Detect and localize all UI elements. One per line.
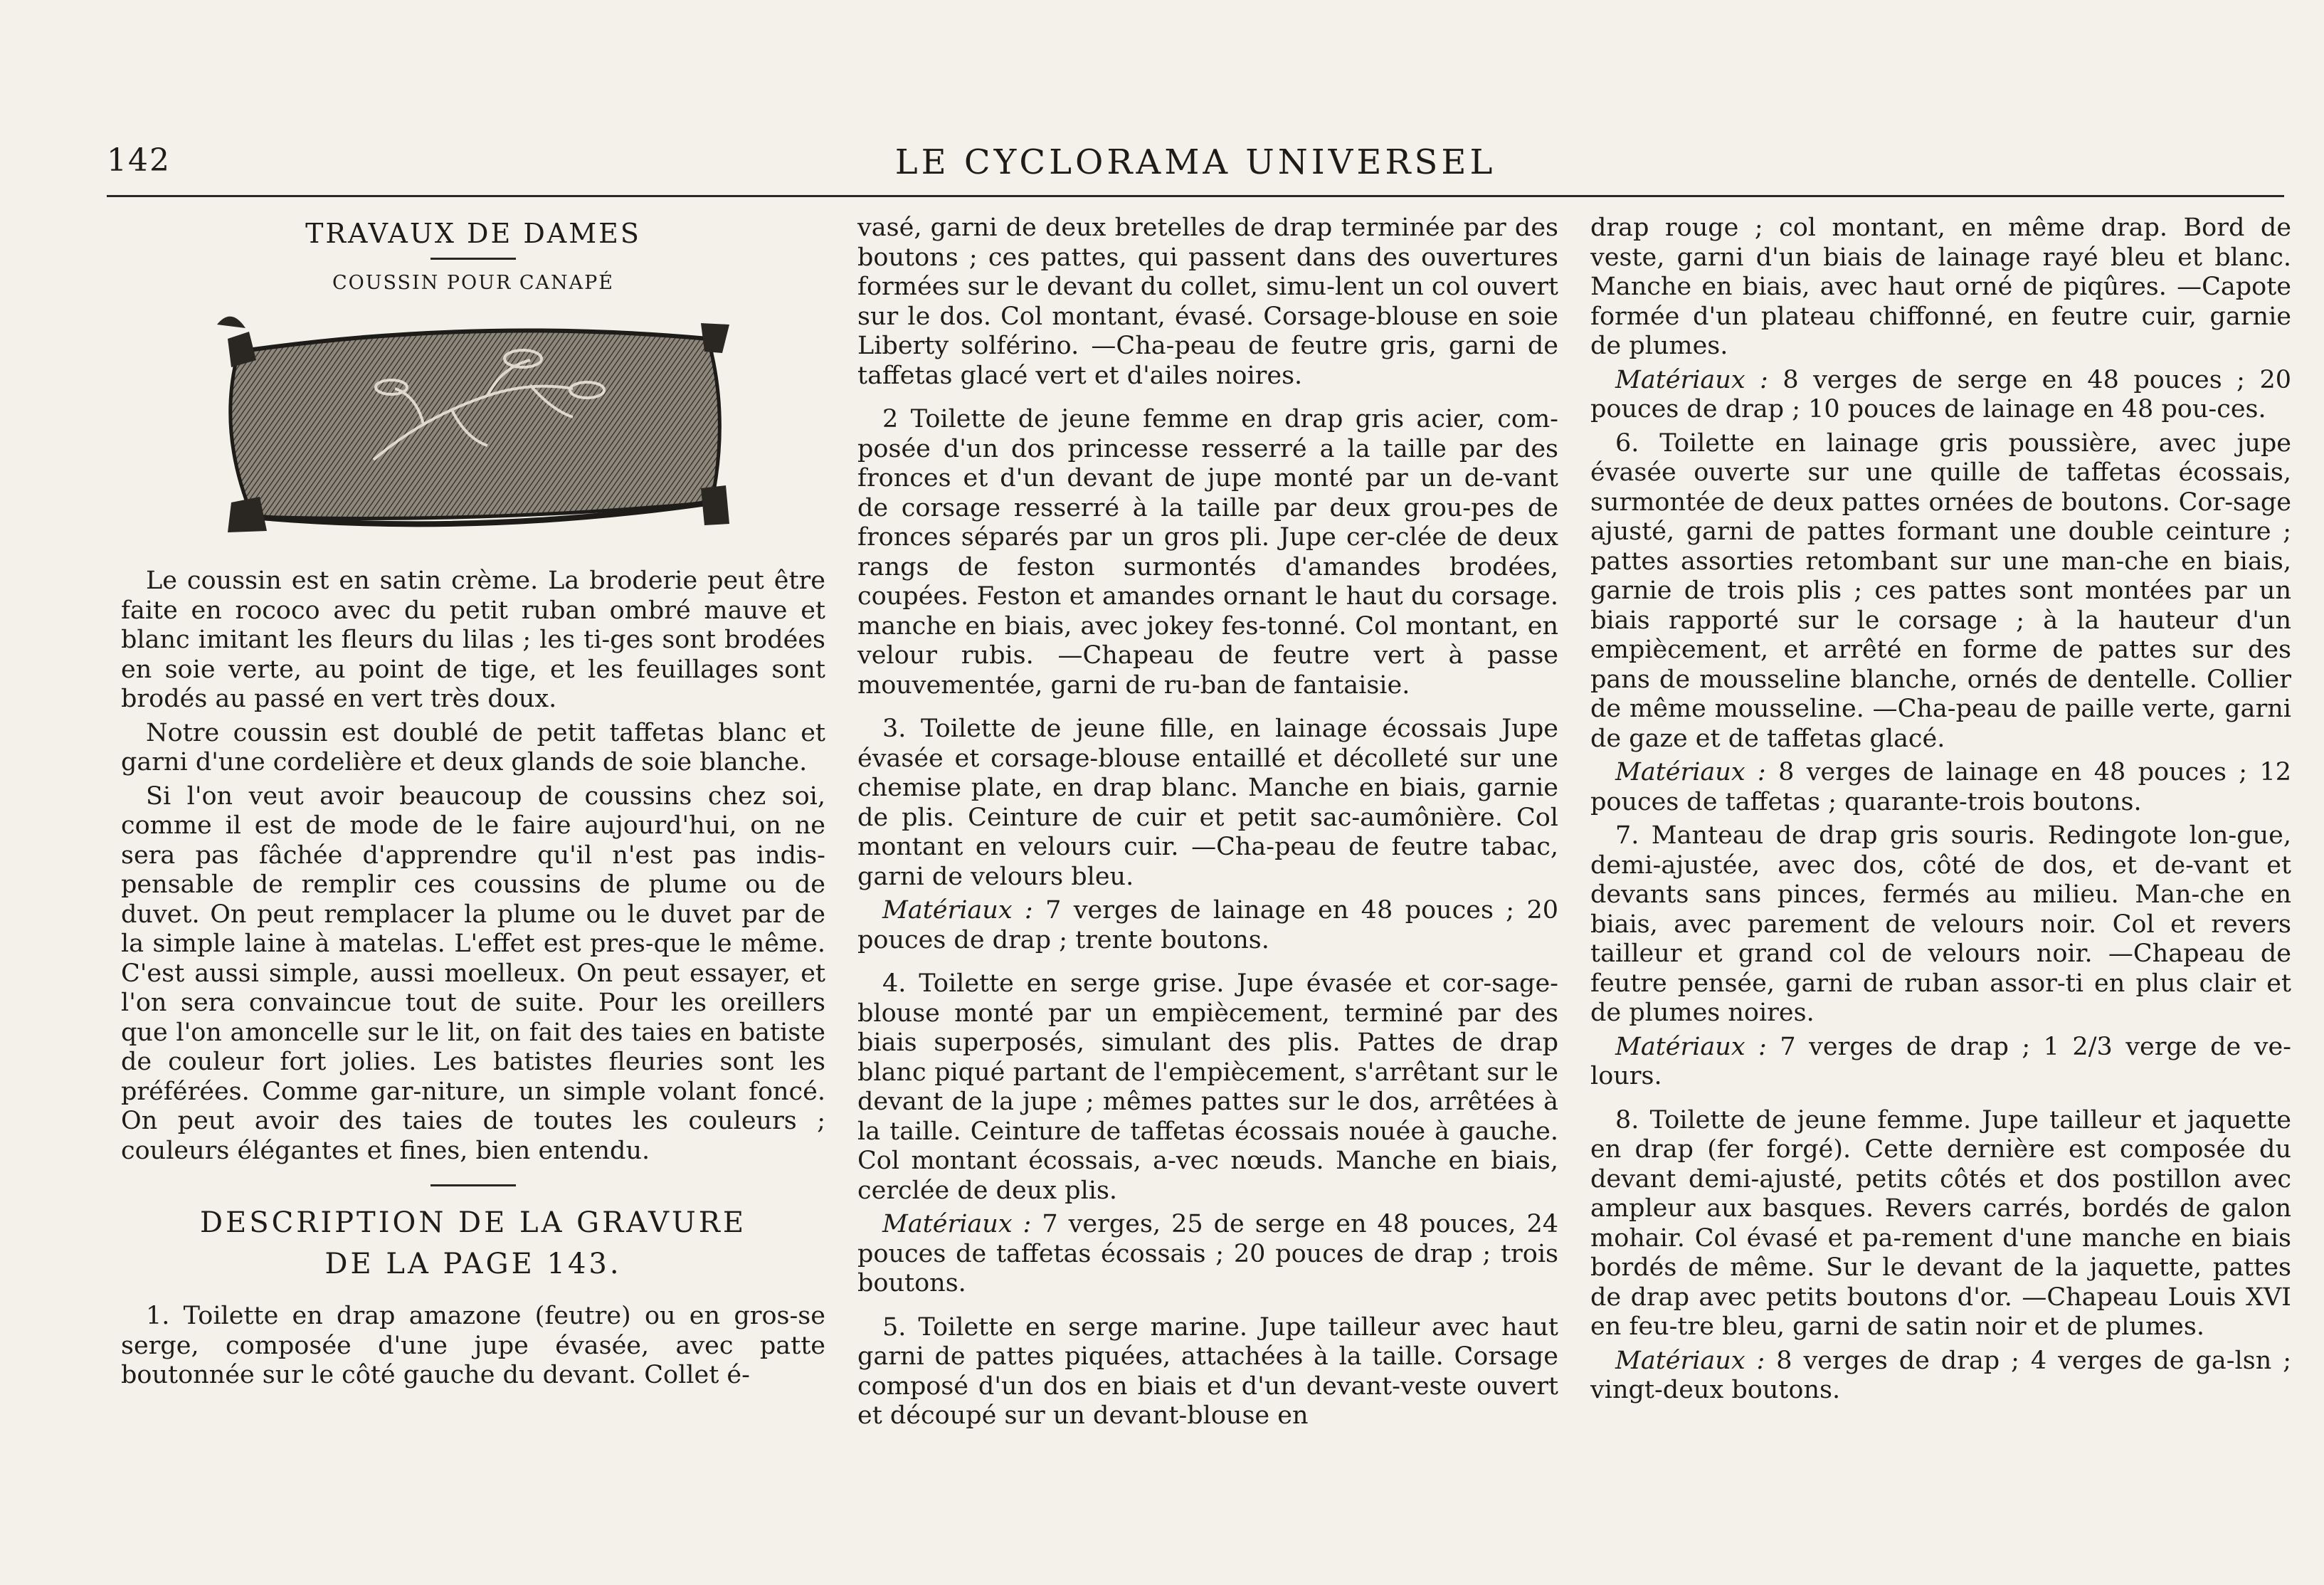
toilette-item-4: 4. Toilette en serge grise. Jupe évasée et cor-sage-blouse monté par un empiècement, terminé par des biais superposés, simulant des plis. Pattes de drap blanc piqué partant de l'empiècement, s'arrêtant sur le devant de la jupe ; mêmes pattes sur le dos, arrêtées à la taille. Ceinture de taffetas écossais nouée à gauche. Col montant écossais, a-vec nœuds. Manche en biais, cerclée de deux plis. (857, 969, 1558, 1205)
materiaux-label: Matériaux : (1615, 1032, 1767, 1061)
description-title-line1: DESCRIPTION DE LA GRAVURE (199, 1206, 747, 1239)
materiaux-text: 8 verges de serge en 48 pouces ; 20 pouces de drap ; 10 pouces de lainage en 48 pou-ces. (1590, 365, 2291, 423)
toilette-item-2: 2 Toilette de jeune femme en drap gris acier, com-posée d'un dos princesse resserré a la taille par des fronces et d'un devant de jupe monté par un de-vant de corsage resserré à la taille par deux grou-pes de fronces séparés par un gros pli. Jupe cer-clée de deux rangs de feston surmontés d'amandes brodées, coupées. Feston et amandes ornant le haut du corsage. manche en biais, avec jokey fes-tonné. Col montant, en velour rubis. —Chapeau de feutre vert à passe mouvementée, garni de ru-ban de fantaisie. (857, 405, 1558, 700)
column-1 (121, 214, 825, 1395)
materiaux-label: Matériaux : (882, 1210, 1032, 1238)
materiaux-text: 8 verges de drap ; 4 verges de ga-lsn ; vingt-deux boutons. (1590, 1346, 2291, 1404)
journal-title: LE CYCLORAMA UNIVERSEL (894, 142, 1496, 182)
materiaux-label: Matériaux : (1615, 1346, 1765, 1375)
section-title: TRAVAUX DE DAMES (305, 218, 641, 249)
materiaux-item-5 (1590, 366, 2291, 425)
materiaux-text: 7 verges de lainage en 48 pouces ; 20 pouces de drap ; trente boutons. (857, 896, 1558, 954)
paragraph: Le coussin est en satin crème. La broderie peut être faite en rococo avec du petit ruban ombré mauve et blanc imitant les fleurs du lilas ; les ti-ges sont brodées en soie verte, au point de tige, et les feuillages sont brodés au passé en vert très doux. (121, 567, 825, 713)
materiaux-text: 7 verges, 25 de serge en 48 pouces, 24 pouces de taffetas écossais ; 20 pouces de drap ; trois boutons. (857, 1210, 1558, 1297)
paragraph: Notre coussin est doublé de petit taffetas blanc et garni d'une cordelière et deux glands de soie blanche. (121, 718, 825, 776)
page-header (107, 135, 2284, 192)
materiaux-item-6 (1590, 758, 2291, 817)
title-divider (431, 258, 516, 260)
section-subtitle: COUSSIN POUR CANAPÉ (332, 271, 615, 294)
materiaux-label: Matériaux : (882, 896, 1033, 925)
materiaux-item-8 (1590, 1347, 2291, 1406)
materiaux-item-7 (1590, 1033, 2291, 1092)
column-3 (1590, 214, 2291, 1410)
materiaux-text: 7 verges de drap ; 1 2/3 verge de ve-lours. (1590, 1032, 2291, 1090)
materiaux-label: Matériaux : (1615, 758, 1766, 786)
toilette-item-5-continued: drap rouge ; col montant, en même drap. Bord de veste, garni d'un biais de lainage rayé bleu et blanc. Manche en biais, avec haut orné de piqûres. —Capote formée d'un plateau chiffonné, en feutre cuir, garnie de plumes. (1590, 214, 2291, 360)
page-number: 142 (107, 142, 171, 179)
paragraph: Si l'on veut avoir beaucoup de coussins chez soi, comme il est de mode de le faire aujourd'hui, on ne sera pas fâchée d'apprendre qu'il n'est pas indis-pensable de remplir ces coussins de plume ou de duvet. On peut remplacer la plume ou le duvet par de la simple laine à matelas. L'effet est pres-que le même. C'est aussi simple, aussi moelleux. On peut essayer, et l'on sera convaincue tout de suite. Pour les oreillers que l'on amoncelle sur le lit, on fait des taies en batiste de couleur fort jolies. Les batistes fleuries sont les préférées. Comme gar-niture, un simple volant foncé. On peut avoir des taies de toutes les couleurs ; couleurs élégantes et fines, bien entendu. (121, 781, 825, 1165)
header-rule (107, 195, 2284, 197)
column-2 (857, 214, 1558, 1436)
materiaux-item-4 (857, 1210, 1558, 1299)
toilette-item-1-continued: vasé, garni de deux bretelles de drap terminée par des boutons ; ces pattes, qui passent dans des ouvertures formées sur le devant du collet, simu-lent un col ouvert sur le dos. Col montant, évasé. Corsage-blouse en soie Liberty solférino. —Cha-peau de feutre gris, garni de taffetas glacé vert et d'ailes noires. (857, 214, 1558, 390)
toilette-item-7: 7. Manteau de drap gris souris. Redingote lon-gue, demi-ajustée, avec dos, côté de dos, et de-vant et devants sans pinces, fermés au milieu. Man-che en biais, avec parement de velours noir. Col et revers tailleur et grand col de velours noir. —Chapeau de feutre pensée, garni de ruban assor-ti en plus clair et de plumes noires. (1590, 821, 2291, 1027)
description-title (121, 1202, 825, 1285)
toilette-item-5: 5. Toilette en serge marine. Jupe tailleur avec haut garni de pattes piquées, attachées à la taille. Corsage composé d'un dos en biais et d'un devant-veste ouvert et découpé sur un devant-blouse en (857, 1312, 1558, 1430)
toilette-item-1: 1. Toilette en drap amazone (feutre) ou en gros-se serge, composée d'une jupe évasée, avec patte boutonnée sur le côté gauche du devant. Collet é- (121, 1302, 825, 1389)
cushion-illustration (189, 310, 758, 538)
description-title-line2: DE LA PAGE 143. (324, 1248, 622, 1280)
toilette-item-3: 3. Toilette de jeune fille, en lainage écossais Jupe évasée et corsage-blouse entaillé et décolleté sur une chemise plate, en drap blanc. Manche en biais, garnie de plis. Ceinture de cuir et petit sac-aumônière. Col montant en velours cuir. —Cha-peau de feutre tabac, garni de velours bleu. (857, 715, 1558, 891)
materiaux-label: Matériaux : (1615, 365, 1768, 394)
section-divider (431, 1184, 516, 1186)
toilette-item-8: 8. Toilette de jeune femme. Jupe tailleur et jaquette en drap (fer forgé). Cette dernière est composée du devant demi-ajusté, petits côtés et dos postillon avec ampleur aux basques. Revers carrés, bordés de galon mohair. Col évasé et pa-rement d'une manche en biais bordés de même. Sur le devant de la jaquette, pattes de drap avec petits boutons d'or. —Chapeau Louis XVI en feu-tre bleu, garni de satin noir et de plumes. (1590, 1105, 2291, 1341)
materiaux-item-3 (857, 896, 1558, 955)
materiaux-text: 8 verges de lainage en 48 pouces ; 12 pouces de taffetas ; quarante-trois boutons. (1590, 758, 2291, 816)
toilette-item-6: 6. Toilette en lainage gris poussière, avec jupe évasée ouverte sur une quille de taffetas écossais, surmontée de deux pattes ornées de boutons. Cor-sage ajusté, garni de pattes formant une double ceinture ; pattes assorties retombant sur une man-che en biais, garnie de trois plis ; ces pattes sont montées par un biais rapporté sur le corsage ; à la hauteur d'un empiècement, et arrêté en forme de pattes sur des pans de mousseline blanche, ornés de dentelle. Collier de même mousseline. —Cha-peau de paille verte, garni de gaze et de taffetas glacé. (1590, 428, 2291, 753)
